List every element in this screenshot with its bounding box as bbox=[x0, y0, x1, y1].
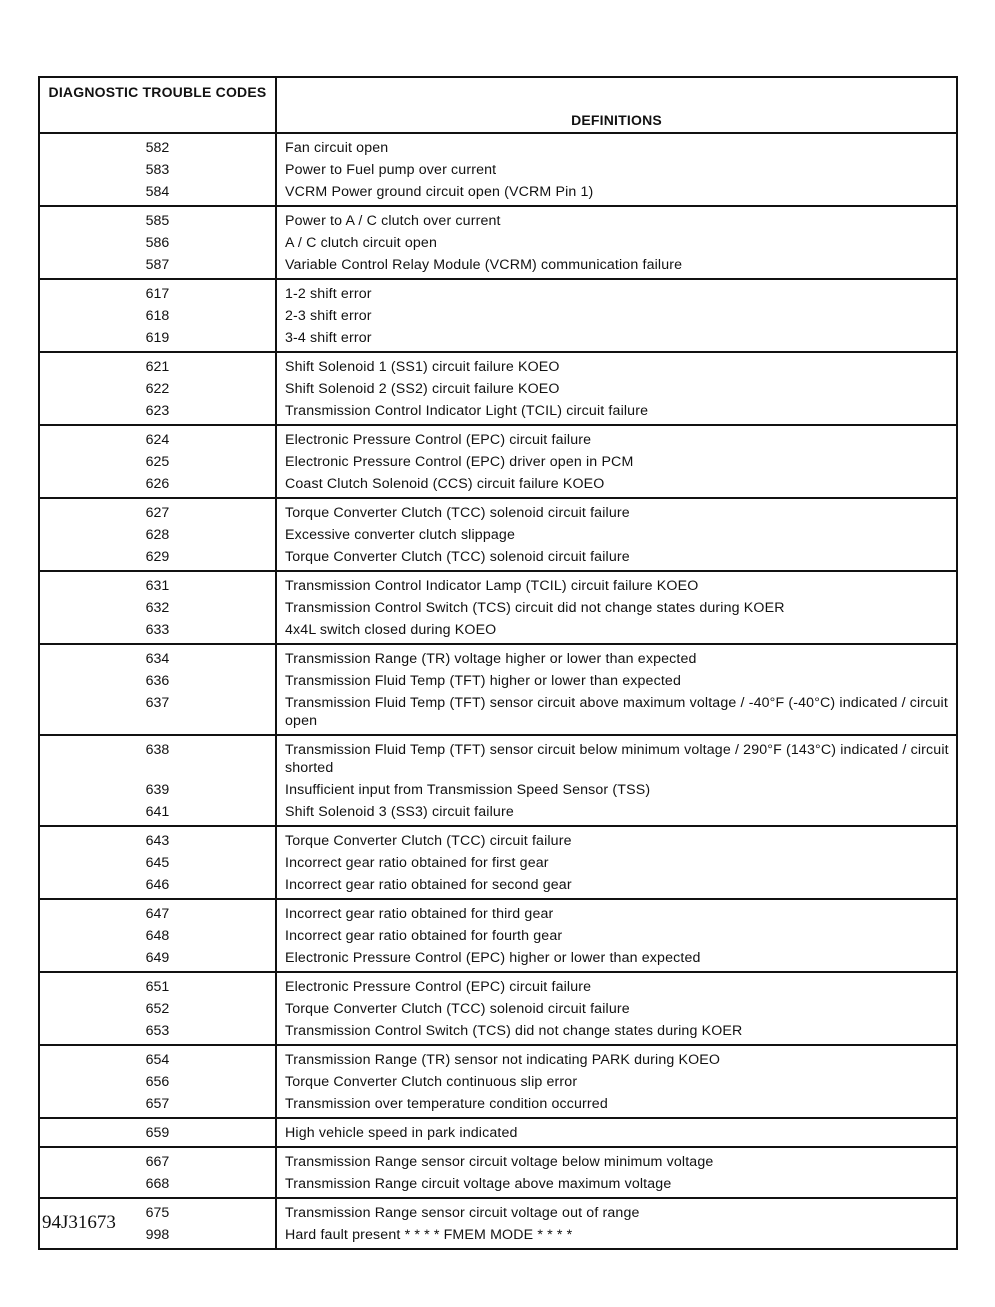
table-row bbox=[39, 159, 957, 181]
trouble-code: 668 bbox=[39, 1173, 276, 1198]
trouble-code: 641 bbox=[39, 801, 276, 826]
code-group bbox=[39, 498, 957, 571]
code-definition: Transmission Fluid Temp (TFT) sensor circuit above maximum voltage / -40°F (-40°C) indicated / circuit open bbox=[285, 695, 948, 729]
header-definitions: DEFINITIONS bbox=[276, 77, 957, 133]
table-row bbox=[39, 1045, 957, 1071]
table-row bbox=[39, 1224, 957, 1249]
code-definition: Transmission Control Switch (TCS) did not change states during KOER bbox=[285, 1023, 743, 1039]
trouble-code: 651 bbox=[39, 972, 276, 998]
code-definition: Shift Solenoid 3 (SS3) circuit failure bbox=[285, 804, 514, 820]
table-row bbox=[39, 826, 957, 852]
table-row bbox=[39, 498, 957, 524]
table-row bbox=[39, 947, 957, 972]
trouble-code: 667 bbox=[39, 1147, 276, 1173]
trouble-code: 621 bbox=[39, 352, 276, 378]
code-definition: Incorrect gear ratio obtained for fourth gear bbox=[285, 928, 563, 944]
trouble-code: 624 bbox=[39, 425, 276, 451]
table-row bbox=[39, 133, 957, 159]
code-definition: Power to A / C clutch over current bbox=[285, 213, 501, 229]
table-row bbox=[39, 852, 957, 874]
trouble-code: 656 bbox=[39, 1071, 276, 1093]
code-definition: A / C clutch circuit open bbox=[285, 235, 437, 251]
code-definition: Shift Solenoid 2 (SS2) circuit failure KOEO bbox=[285, 381, 560, 397]
table-row bbox=[39, 524, 957, 546]
trouble-code: 622 bbox=[39, 378, 276, 400]
trouble-code: 617 bbox=[39, 279, 276, 305]
code-definition: Transmission Control Indicator Lamp (TCIL) circuit failure KOEO bbox=[285, 578, 699, 594]
trouble-code: 626 bbox=[39, 473, 276, 498]
code-group bbox=[39, 1118, 957, 1147]
trouble-code: 584 bbox=[39, 181, 276, 206]
table-row bbox=[39, 874, 957, 899]
table-row bbox=[39, 206, 957, 232]
code-definition: Incorrect gear ratio obtained for second gear bbox=[285, 877, 572, 893]
trouble-code: 638 bbox=[39, 735, 276, 779]
trouble-code: 647 bbox=[39, 899, 276, 925]
code-definition: Torque Converter Clutch (TCC) circuit failure bbox=[285, 833, 572, 849]
trouble-code: 652 bbox=[39, 998, 276, 1020]
code-definition: 4x4L switch closed during KOEO bbox=[285, 622, 497, 638]
code-definition: Transmission Range sensor circuit voltage out of range bbox=[285, 1205, 640, 1221]
trouble-code: 634 bbox=[39, 644, 276, 670]
code-group bbox=[39, 425, 957, 498]
table-row bbox=[39, 692, 957, 735]
code-definition: Transmission over temperature condition occurred bbox=[285, 1096, 608, 1112]
code-definition: Transmission Range circuit voltage above maximum voltage bbox=[285, 1176, 672, 1192]
table-row bbox=[39, 571, 957, 597]
table-row bbox=[39, 1198, 957, 1224]
code-group bbox=[39, 972, 957, 1045]
trouble-code: 659 bbox=[39, 1118, 276, 1147]
table-row bbox=[39, 473, 957, 498]
code-definition: Torque Converter Clutch (TCC) solenoid circuit failure bbox=[285, 505, 630, 521]
trouble-code: 631 bbox=[39, 571, 276, 597]
table-row bbox=[39, 352, 957, 378]
trouble-code: 627 bbox=[39, 498, 276, 524]
trouble-code: 585 bbox=[39, 206, 276, 232]
trouble-code: 623 bbox=[39, 400, 276, 425]
code-group bbox=[39, 279, 957, 352]
code-definition: Electronic Pressure Control (EPC) higher or lower than expected bbox=[285, 950, 701, 966]
trouble-code: 628 bbox=[39, 524, 276, 546]
trouble-code: 586 bbox=[39, 232, 276, 254]
trouble-code: 675 bbox=[39, 1198, 276, 1224]
code-group bbox=[39, 1147, 957, 1198]
header-row bbox=[39, 77, 957, 133]
code-definition: Transmission Control Switch (TCS) circuit did not change states during KOER bbox=[285, 600, 785, 616]
trouble-code: 657 bbox=[39, 1093, 276, 1118]
table-row bbox=[39, 899, 957, 925]
table-row bbox=[39, 644, 957, 670]
trouble-code: 625 bbox=[39, 451, 276, 473]
table-row bbox=[39, 1020, 957, 1045]
table-row bbox=[39, 279, 957, 305]
code-definition: Excessive converter clutch slippage bbox=[285, 527, 515, 543]
table-row bbox=[39, 378, 957, 400]
code-definition: Fan circuit open bbox=[285, 140, 389, 156]
code-definition: Insufficient input from Transmission Speed Sensor (TSS) bbox=[285, 782, 651, 798]
trouble-code: 636 bbox=[39, 670, 276, 692]
code-definition: Shift Solenoid 1 (SS1) circuit failure KOEO bbox=[285, 359, 560, 375]
dtc-table bbox=[38, 76, 958, 1250]
code-definition: Variable Control Relay Module (VCRM) communication failure bbox=[285, 257, 683, 273]
code-group bbox=[39, 1198, 957, 1249]
table-row bbox=[39, 925, 957, 947]
trouble-code: 637 bbox=[39, 692, 276, 735]
code-definition: Torque Converter Clutch (TCC) solenoid circuit failure bbox=[285, 1001, 630, 1017]
code-group bbox=[39, 571, 957, 644]
table-row bbox=[39, 670, 957, 692]
trouble-code: 583 bbox=[39, 159, 276, 181]
table-header bbox=[39, 77, 957, 133]
code-group bbox=[39, 206, 957, 279]
code-definition: Power to Fuel pump over current bbox=[285, 162, 497, 178]
code-definition: Hard fault present * * * * FMEM MODE * * * * bbox=[285, 1227, 573, 1243]
trouble-code: 639 bbox=[39, 779, 276, 801]
code-definition: Transmission Control Indicator Light (TCIL) circuit failure bbox=[285, 403, 649, 419]
code-group bbox=[39, 644, 957, 735]
code-group bbox=[39, 899, 957, 972]
code-definition: Transmission Fluid Temp (TFT) higher or lower than expected bbox=[285, 673, 681, 689]
table-row bbox=[39, 451, 957, 473]
table-row bbox=[39, 1173, 957, 1198]
trouble-code: 629 bbox=[39, 546, 276, 571]
trouble-code: 619 bbox=[39, 327, 276, 352]
table-row bbox=[39, 546, 957, 571]
code-definition: Torque Converter Clutch (TCC) solenoid circuit failure bbox=[285, 549, 630, 565]
trouble-code: 646 bbox=[39, 874, 276, 899]
code-group bbox=[39, 1045, 957, 1118]
table-row bbox=[39, 181, 957, 206]
code-group bbox=[39, 352, 957, 425]
table-row bbox=[39, 1071, 957, 1093]
trouble-code: 649 bbox=[39, 947, 276, 972]
table-row bbox=[39, 779, 957, 801]
code-definition: VCRM Power ground circuit open (VCRM Pin 1) bbox=[285, 184, 594, 200]
table-row bbox=[39, 597, 957, 619]
table-row bbox=[39, 305, 957, 327]
table-row bbox=[39, 1147, 957, 1173]
code-definition: Transmission Fluid Temp (TFT) sensor circuit below minimum voltage / 290°F (143°C) indicated / circuit shorted bbox=[285, 742, 949, 776]
table-row bbox=[39, 1118, 957, 1147]
code-definition: High vehicle speed in park indicated bbox=[285, 1125, 518, 1141]
code-definition: Transmission Range (TR) sensor not indicating PARK during KOEO bbox=[285, 1052, 721, 1068]
code-definition: Torque Converter Clutch continuous slip error bbox=[285, 1074, 578, 1090]
trouble-code: 633 bbox=[39, 619, 276, 644]
code-definition: 3-4 shift error bbox=[285, 330, 372, 346]
table-row bbox=[39, 1093, 957, 1118]
table-row bbox=[39, 619, 957, 644]
trouble-code: 998 bbox=[39, 1224, 276, 1249]
code-group bbox=[39, 735, 957, 826]
code-definition: Transmission Range sensor circuit voltage below minimum voltage bbox=[285, 1154, 714, 1170]
table-row bbox=[39, 998, 957, 1020]
code-definition: Electronic Pressure Control (EPC) circuit failure bbox=[285, 979, 592, 995]
figure-id: 94J31673 bbox=[42, 1212, 116, 1233]
code-group bbox=[39, 826, 957, 899]
table-row bbox=[39, 972, 957, 998]
code-definition: Incorrect gear ratio obtained for third gear bbox=[285, 906, 554, 922]
table-row bbox=[39, 254, 957, 279]
table-row bbox=[39, 801, 957, 826]
header-codes: DIAGNOSTIC TROUBLE CODES bbox=[39, 77, 276, 133]
code-definition: 1-2 shift error bbox=[285, 286, 372, 302]
code-definition: Electronic Pressure Control (EPC) driver open in PCM bbox=[285, 454, 634, 470]
code-definition: 2-3 shift error bbox=[285, 308, 372, 324]
code-definition: Transmission Range (TR) voltage higher or lower than expected bbox=[285, 651, 697, 667]
trouble-code: 654 bbox=[39, 1045, 276, 1071]
trouble-code: 632 bbox=[39, 597, 276, 619]
table-row bbox=[39, 400, 957, 425]
table-row bbox=[39, 425, 957, 451]
table-row bbox=[39, 327, 957, 352]
trouble-code: 648 bbox=[39, 925, 276, 947]
table-row bbox=[39, 735, 957, 779]
code-definition: Incorrect gear ratio obtained for first gear bbox=[285, 855, 549, 871]
trouble-code: 653 bbox=[39, 1020, 276, 1045]
trouble-code: 587 bbox=[39, 254, 276, 279]
trouble-code: 618 bbox=[39, 305, 276, 327]
code-definition: Electronic Pressure Control (EPC) circuit failure bbox=[285, 432, 592, 448]
code-group bbox=[39, 133, 957, 206]
trouble-code: 582 bbox=[39, 133, 276, 159]
trouble-code: 645 bbox=[39, 852, 276, 874]
code-definition: Coast Clutch Solenoid (CCS) circuit failure KOEO bbox=[285, 476, 605, 492]
trouble-code: 643 bbox=[39, 826, 276, 852]
table-row bbox=[39, 232, 957, 254]
